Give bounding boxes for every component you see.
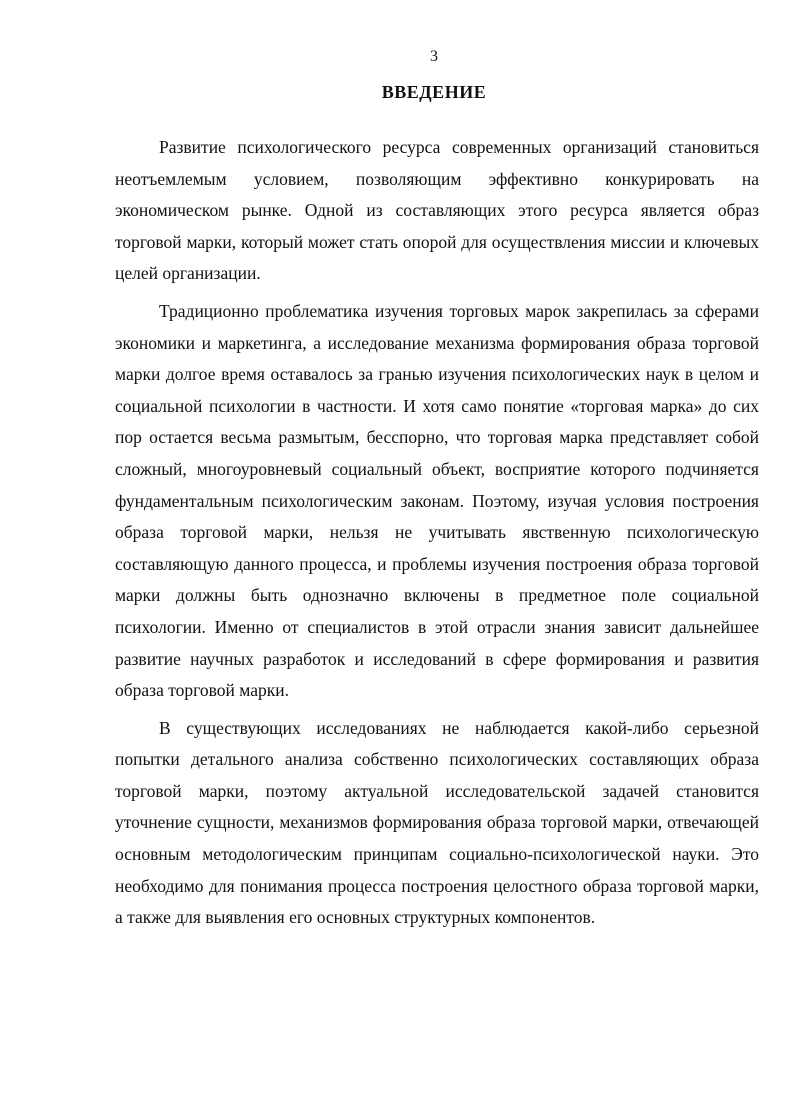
body-text: [115, 132, 759, 934]
paragraph-2: Традиционно проблематика изучения торговых марок закрепилась за сферами экономики и маркетинга, а исследование механизма формирования образа торговой марки долгое время оставалось за гранью изучения психологических наук в целом и социальной психологии в частности. И хотя само понятие «торговая марка» до сих пор остается весьма размытым, бесспорно, что торговая марка представляет собой сложный, многоуровневый социальный объект, восприятие которого подчиняется фундаментальным психологическим законам. Поэтому, изучая условия построения образа торговой марки, нельзя не учитывать явственную психологическую составляющую данного процесса, и проблемы изучения построения образа торговой марки должны быть однозначно включены в предметное поле социальной психологии. Именно от специалистов в этой отрасли знания зависит дальнейшее развитие научных разработок и исследований в сфере формирования и развития образа торговой марки.: [115, 300, 759, 701]
page-number: 3: [430, 48, 438, 65]
page-title: ВВЕДЕНИЕ: [381, 82, 487, 102]
paragraph-1: Развитие психологического ресурса современных организаций становиться неотъемлемым условием, позволяющим эффективно конкурировать на экономическом рынке. Одной из составляющих этого ресурса является образ торговой марки, который может стать опорой для осуществления миссии и ключевых целей организации.: [115, 137, 759, 284]
paragraph-3: В существующих исследованиях не наблюдается какой-либо серьезной попытки детального анализа собственно психологических составляющих образа торговой марки, поэтому актуальной исследовательской задачей становится уточнение сущности, механизмов формирования образа торговой марки, отвечающей основным методологическим принципам социально-психологической науки. Это необходимо для понимания процесса построения целостного образа торговой марки, а также для выявления его основных структурных компонентов.: [115, 717, 759, 928]
